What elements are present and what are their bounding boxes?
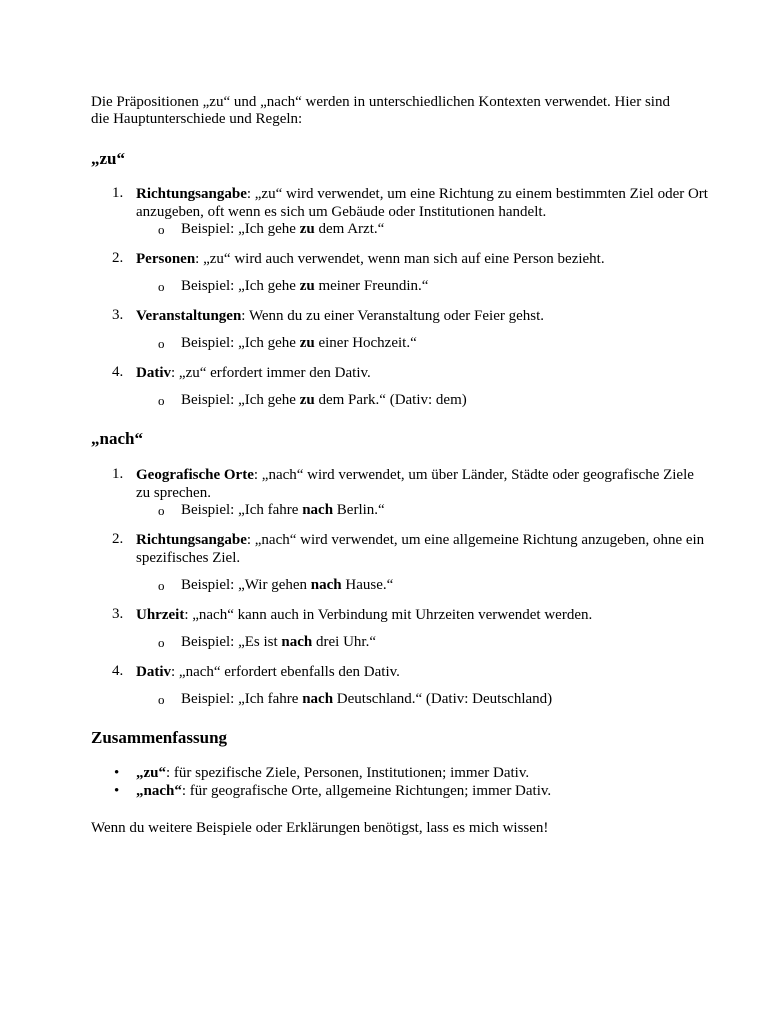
description: : „nach“ erfordert ebenfalls den Dativ.: [171, 664, 400, 680]
term: Dativ: [136, 664, 171, 680]
term: Richtungsangabe: [136, 532, 247, 548]
list-number: 4.: [112, 364, 124, 380]
list-number: 2.: [112, 531, 124, 547]
description: : „nach“ kann auch in Verbindung mit Uhrzeiten verwendet werden.: [184, 607, 593, 623]
term: Dativ: [136, 365, 171, 381]
term: Uhrzeit: [136, 607, 185, 623]
example-text: Beispiel: „Wir gehen nach Hause.“: [181, 577, 394, 593]
list-number: 1.: [112, 185, 124, 201]
bullet-marker: •: [114, 783, 120, 799]
list-number: 4.: [112, 663, 124, 679]
list-item-text: [136, 663, 711, 681]
heading-summary: Zusammenfassung: [91, 728, 228, 747]
description: : „nach“ wird verwendet, um eine allgemeine Richtung anzugeben, ohne ein spezifisches Ziel.: [136, 532, 705, 566]
term: Richtungsangabe: [136, 186, 247, 202]
term: Veranstaltungen: [136, 308, 242, 324]
list-number: 1.: [112, 466, 124, 482]
list-number: 2.: [112, 250, 124, 266]
sub-bullet: o: [158, 692, 165, 707]
example-text: Beispiel: „Ich gehe zu einer Hochzeit.“: [181, 335, 417, 351]
description: : „nach“ wird verwendet, um über Länder, Städte oder geografische Ziele zu sprechen.: [136, 467, 694, 501]
list-item-text: [136, 307, 711, 325]
list-item-text: [136, 531, 711, 567]
list-number: 3.: [112, 307, 124, 323]
description: : Wenn du zu einer Veranstaltung oder Feier gehst.: [241, 308, 545, 324]
sub-bullet: o: [158, 222, 165, 237]
description: : „zu“ wird verwendet, um eine Richtung zu einem bestimmten Ziel oder Ort anzugeben, oft wenn es sich um Gebäude oder Institutionen handelt.: [136, 186, 708, 220]
example-text: Beispiel: „Ich gehe zu dem Park.“ (Dativ: dem): [181, 392, 467, 408]
heading-zu: „zu“: [91, 149, 125, 168]
sub-bullet: o: [158, 336, 165, 351]
sub-bullet: o: [158, 503, 165, 518]
description: : „zu“ wird auch verwendet, wenn man sich auf eine Person bezieht.: [195, 251, 605, 267]
closing-paragraph: Wenn du weitere Beispiele oder Erklärungen benötigst, lass es mich wissen!: [91, 820, 549, 836]
example-text: Beispiel: „Es ist nach drei Uhr.“: [181, 634, 376, 650]
term: Geografische Orte: [136, 467, 254, 483]
term: Personen: [136, 251, 196, 267]
bullet-marker: •: [114, 765, 120, 781]
bullet-text: „zu“: für spezifische Ziele, Personen, Institutionen; immer Dativ.: [136, 765, 530, 781]
list-item-text: [136, 606, 711, 624]
example-text: Beispiel: „Ich fahre nach Berlin.“: [181, 502, 385, 518]
bullet-text: „nach“: für geografische Orte, allgemeine Richtungen; immer Dativ.: [136, 783, 552, 799]
intro-paragraph: Die Präpositionen „zu“ und „nach“ werden in unterschiedlichen Kontexten verwendet. Hier sind die Hauptunterschiede und Regeln:: [91, 94, 670, 127]
example-text: Beispiel: „Ich gehe zu meiner Freundin.“: [181, 278, 429, 294]
sub-bullet: o: [158, 393, 165, 408]
list-item-text: [136, 466, 711, 502]
example-text: Beispiel: „Ich gehe zu dem Arzt.“: [181, 221, 385, 237]
heading-nach: „nach“: [91, 429, 143, 448]
example-text: Beispiel: „Ich fahre nach Deutschland.“ (Dativ: Deutschland): [181, 691, 553, 707]
list-number: 3.: [112, 606, 124, 622]
list-item-text: [136, 185, 711, 221]
list-item-text: [136, 364, 711, 382]
list-item-text: [136, 250, 711, 268]
description: : „zu“ erfordert immer den Dativ.: [171, 365, 371, 381]
sub-bullet: o: [158, 635, 165, 650]
sub-bullet: o: [158, 578, 165, 593]
sub-bullet: o: [158, 279, 165, 294]
